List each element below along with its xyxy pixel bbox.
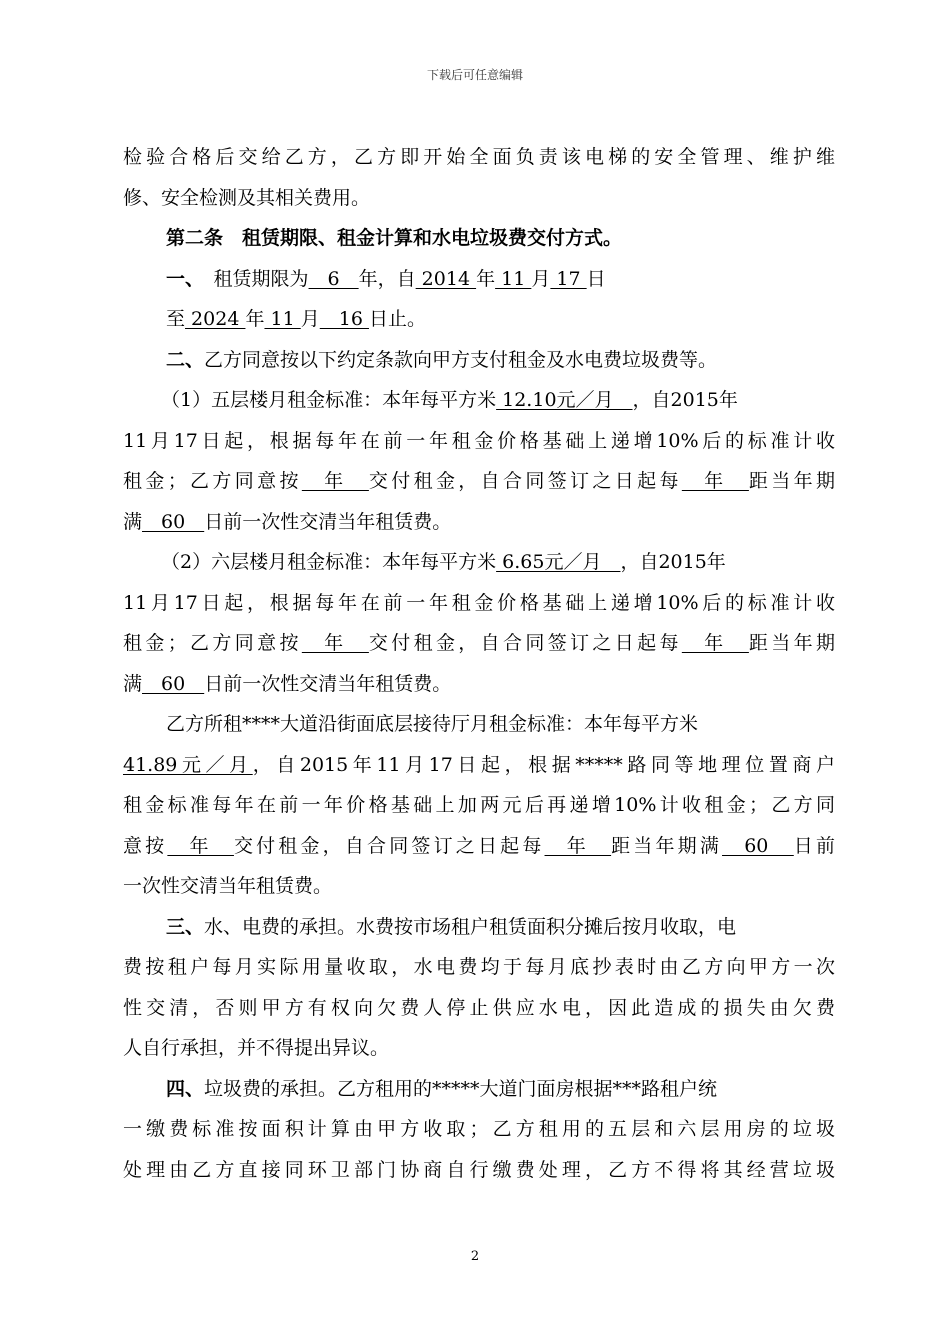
text-line (123, 630, 835, 671)
text-segment: 距当年期 (748, 632, 835, 654)
text-segment: 租金；乙方同意按 (123, 470, 302, 492)
text-line (123, 266, 835, 307)
text-line (123, 954, 835, 995)
page-number: 2 (470, 1249, 480, 1264)
text-segment: 垃圾费的承担。乙方租用的*****大道门面房根据***路租户统 (204, 1077, 718, 1100)
filled-blank: 年 (544, 834, 612, 857)
text-segment: 检验合格后交给乙方，乙方即开始全面负责该电梯的安全管理、维护维 (123, 146, 835, 168)
clause-heading: 三、 (166, 915, 205, 938)
filled-blank: 60 (142, 510, 205, 533)
filled-blank: 6 (308, 267, 359, 290)
text-segment: 一次性交清当年租赁费。 (123, 875, 333, 897)
text-segment: 意按 (123, 834, 168, 857)
text-line (123, 711, 835, 752)
text-line (123, 1076, 835, 1117)
filled-blank: 年 (301, 470, 369, 492)
clause-heading: 一、 (166, 267, 195, 290)
clause-heading: 二、 (166, 348, 205, 371)
text-line (123, 306, 835, 347)
clause-heading: 四、 (166, 1077, 205, 1100)
text-segment: 满 (123, 510, 143, 533)
text-segment: 距当年期满 (611, 834, 723, 857)
text-line (123, 873, 835, 914)
text-segment: 日前 (793, 834, 835, 857)
filled-blank: 16 (319, 308, 369, 330)
text-line (123, 509, 835, 550)
text-line (123, 792, 835, 833)
text-line (123, 1157, 835, 1198)
text-segment: 修、安全检测及其相关费用。 (123, 186, 371, 209)
text-segment: 满 (123, 672, 143, 695)
text-segment: 租金；乙方同意按 (123, 632, 302, 654)
clause-heading: 第二条 租赁期限、租金计算和水电垃圾费交付方式。 (166, 227, 623, 249)
text-segment: 一缴费标准按面积计算由甲方收取；乙方租用的五层和六层用房的垃圾 (123, 1118, 835, 1140)
text-segment: 交付租金，自合同签订之日起每 (368, 470, 682, 492)
filled-blank: 6.65元／月 (496, 551, 621, 573)
text-segment: 距当年期 (748, 470, 835, 492)
text-segment: （1）五层楼月租金标准：本年每平方米 (161, 389, 497, 411)
text-line (123, 144, 835, 185)
filled-blank: 60 (142, 672, 205, 695)
filled-blank: 2024 (185, 308, 246, 330)
text-segment: （2）六层楼月租金标准：本年每平方米 (161, 551, 497, 573)
filled-blank: 年 (167, 834, 234, 857)
text-line (123, 225, 835, 266)
text-segment: 日前一次性交清当年租赁费。 (204, 510, 452, 533)
text-segment: 交付租金，自合同签订之日起每 (233, 834, 545, 857)
text-segment: ，自2015年11月17日起，根据*****路同等地理位置商户 (252, 753, 835, 776)
text-segment: 11月17日起，根据每年在前一年租金价格基础上递增10%后的标准计收 (123, 429, 835, 452)
filled-blank: 12.10元／月 (496, 389, 633, 411)
text-segment: 日止。 (368, 308, 426, 330)
filled-blank: 年 (681, 470, 749, 492)
text-segment: 人自行承担，并不得提出异议。 (123, 1037, 390, 1059)
text-line (123, 387, 835, 428)
filled-blank: 年 (681, 632, 749, 654)
text-line (123, 549, 835, 590)
text-line (123, 347, 835, 388)
page-header: 下载后可任意编辑 (426, 68, 523, 82)
text-segment: 日前一次性交清当年租赁费。 (204, 672, 452, 695)
text-segment: 年，自 (358, 267, 416, 290)
text-line (123, 833, 835, 874)
text-line (123, 428, 835, 469)
text-segment: 年 (476, 267, 496, 290)
filled-blank: 年 (301, 632, 369, 654)
text-segment: 日 (586, 267, 606, 290)
text-segment: 性交清，否则甲方有权向欠费人停止供应水电，因此造成的损失由欠费 (123, 996, 835, 1019)
text-segment: ，自2015年 (632, 389, 738, 411)
filled-blank: 2014 (415, 267, 477, 290)
text-segment: 租金标准每年在前一年价格基础上加两元后再递增10%计收租金；乙方同 (123, 794, 835, 816)
text-line (123, 185, 835, 226)
filled-blank: 60 (722, 834, 794, 857)
text-segment: 租赁期限为 (194, 267, 309, 290)
text-segment: ，自2015年 (620, 551, 726, 573)
text-segment: 水、电费的承担。水费按市场租户租赁面积分摊后按月收取，电 (204, 915, 737, 938)
text-segment: 月 (300, 308, 320, 330)
filled-blank: 11 (264, 308, 301, 330)
text-line (123, 590, 835, 631)
text-segment: 月 (531, 267, 551, 290)
text-line (123, 1035, 835, 1076)
text-segment: 交付租金，自合同签订之日起每 (368, 632, 682, 654)
text-line (123, 1116, 835, 1157)
document-body (123, 144, 835, 1197)
text-line (123, 468, 835, 509)
filled-blank: 17 (550, 267, 587, 290)
text-segment: 乙方所租****大道沿街面底层接待厅月租金标准：本年每平方米 (166, 713, 699, 735)
text-segment: 至 (166, 308, 186, 330)
text-segment: 年 (245, 308, 265, 330)
text-line (123, 752, 835, 793)
text-line (123, 995, 835, 1036)
text-segment: 处理由乙方直接同环卫部门协商自行缴费处理，乙方不得将其经营垃圾 (123, 1158, 835, 1181)
text-line (123, 671, 835, 712)
filled-blank: 11 (495, 267, 532, 290)
text-segment: 费按租户每月实际用量收取，水电费均于每月底抄表时由乙方向甲方一次 (123, 956, 835, 978)
text-line (123, 914, 835, 955)
text-segment: 11月17日起，根据每年在前一年租金价格基础上递增10%后的标准计收 (123, 591, 835, 614)
filled-blank: 41.89元／月 (123, 753, 253, 776)
text-segment: 乙方同意按以下约定条款向甲方支付租金及水电费垃圾费等。 (204, 348, 718, 371)
